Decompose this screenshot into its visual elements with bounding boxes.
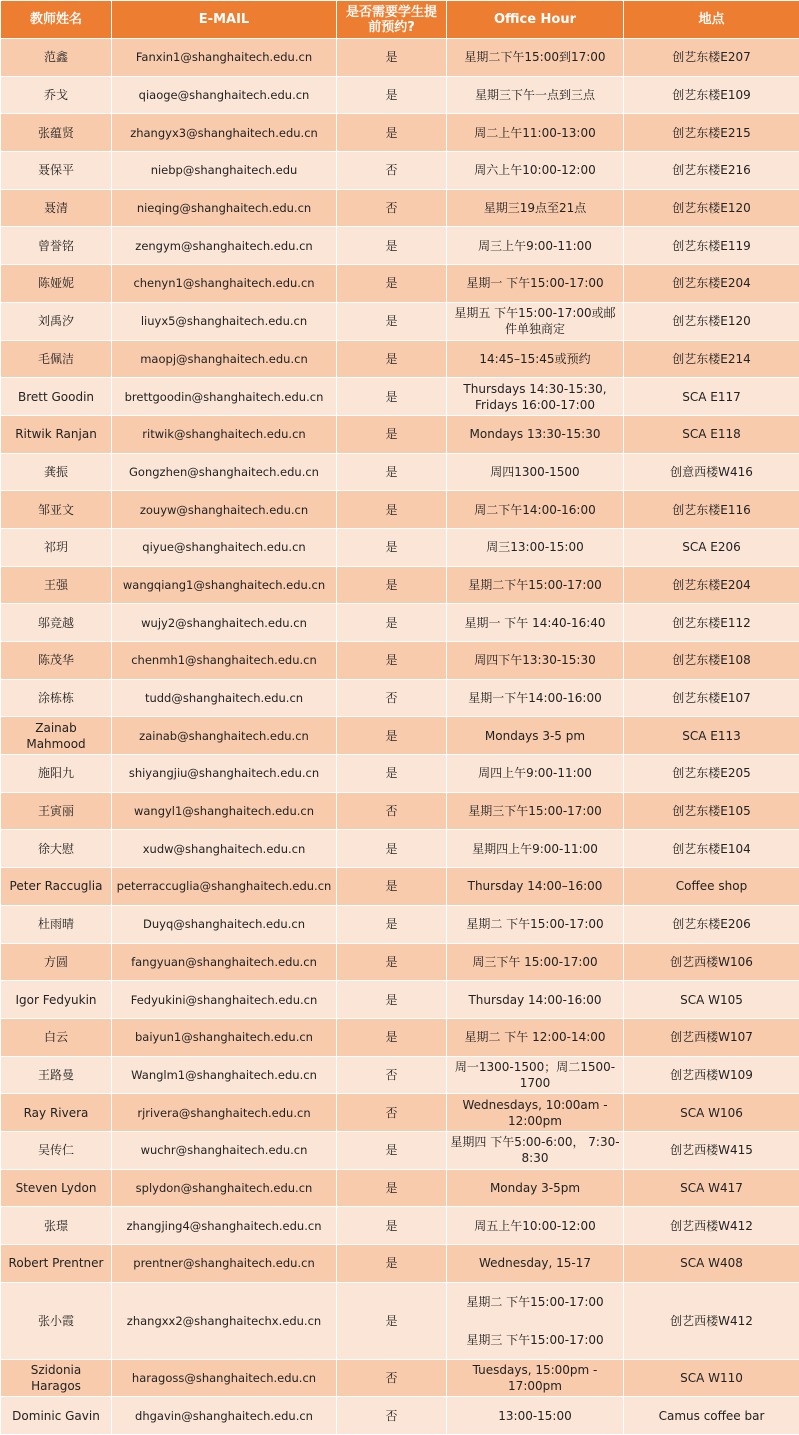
appointment-required-cell: 是 [337, 905, 447, 943]
email-cell: qiaoge@shanghaitech.edu.cn [112, 76, 337, 114]
teacher-name-cell: 陈茂华 [1, 642, 112, 680]
email-cell: wujy2@shanghaitech.edu.cn [112, 604, 337, 642]
teacher-name-cell: 张蕴贤 [1, 114, 112, 152]
email-cell: chenyn1@shanghaitech.edu.cn [112, 265, 337, 303]
office-hour-cell: Monday 3-5pm [447, 1169, 624, 1207]
office-hour-cell: 14:45–15:45或预约 [447, 340, 624, 378]
office-hour-cell: 星期一下午14:00-16:00 [447, 679, 624, 717]
table-row [1, 642, 799, 680]
location-cell: 创艺东楼E109 [624, 76, 799, 114]
location-cell: SCA W106 [624, 1094, 799, 1132]
table-row [1, 868, 799, 906]
office-hour-cell: 星期四上午9:00-11:00 [447, 830, 624, 868]
appointment-required-cell: 是 [337, 415, 447, 453]
appointment-required-cell: 是 [337, 491, 447, 529]
office-hour-cell: 周三下午 15:00-17:00 [447, 943, 624, 981]
location-cell: 创艺东楼E107 [624, 679, 799, 717]
appointment-required-cell: 是 [337, 642, 447, 680]
location-cell: Camus coffee bar [624, 1397, 799, 1435]
location-cell: SCA E118 [624, 415, 799, 453]
table-row [1, 1056, 799, 1094]
office-hour-cell: 星期三下午15:00-17:00 [447, 792, 624, 830]
location-cell: 创艺西楼W107 [624, 1018, 799, 1056]
appointment-required-cell: 是 [337, 1245, 447, 1283]
table-row [1, 679, 799, 717]
teacher-name-cell: 白云 [1, 1018, 112, 1056]
appointment-required-cell: 是 [337, 717, 447, 755]
email-cell: Duyq@shanghaitech.edu.cn [112, 905, 337, 943]
table-row [1, 1397, 799, 1435]
location-cell: 创艺东楼E216 [624, 152, 799, 190]
teacher-name-cell: 曾誉铭 [1, 227, 112, 265]
teacher-name-cell: 祁玥 [1, 528, 112, 566]
table-row [1, 378, 799, 416]
table-row [1, 1245, 799, 1283]
appointment-required-cell: 是 [337, 1131, 447, 1169]
teacher-name-cell: 陈娅妮 [1, 265, 112, 303]
appointment-required-cell: 否 [337, 679, 447, 717]
email-cell: shiyangjiu@shanghaitech.edu.cn [112, 755, 337, 793]
appointment-required-cell: 是 [337, 265, 447, 303]
location-cell: 创意西楼W416 [624, 453, 799, 491]
location-cell: 创艺西楼W106 [624, 943, 799, 981]
email-cell: zouyw@shanghaitech.edu.cn [112, 491, 337, 529]
teacher-name-cell: 聂保平 [1, 152, 112, 190]
office-hour-cell: Tuesdays, 15:00pm - 17:00pm [447, 1359, 624, 1397]
office-hour-cell: 周二上午11:00-13:00 [447, 114, 624, 152]
table-row [1, 227, 799, 265]
office-hour-cell: 周六上午10:00-12:00 [447, 152, 624, 190]
location-cell: 创艺东楼E120 [624, 302, 799, 340]
location-cell: 创艺东楼E207 [624, 39, 799, 77]
location-cell: SCA W105 [624, 981, 799, 1019]
email-cell: wangyl1@shanghaitech.edu.cn [112, 792, 337, 830]
office-hour-cell: 13:00-15:00 [447, 1397, 624, 1435]
table-row [1, 981, 799, 1019]
email-cell: zhangxx2@shanghaitechx.edu.cn [112, 1282, 337, 1359]
office-hour-cell: 周四下午13:30-15:30 [447, 642, 624, 680]
appointment-required-cell: 是 [337, 868, 447, 906]
table-row [1, 340, 799, 378]
appointment-required-cell: 否 [337, 1056, 447, 1094]
email-cell: zainab@shanghaitech.edu.cn [112, 717, 337, 755]
table-row [1, 152, 799, 190]
appointment-required-cell: 是 [337, 378, 447, 416]
table-row [1, 905, 799, 943]
email-cell: xudw@shanghaitech.edu.cn [112, 830, 337, 868]
office-hour-cell: 星期二 下午 12:00-14:00 [447, 1018, 624, 1056]
office-hour-cell: 周四上午9:00-11:00 [447, 755, 624, 793]
email-cell: Fedyukini@shanghaitech.edu.cn [112, 981, 337, 1019]
location-cell: 创艺东楼E205 [624, 755, 799, 793]
teacher-name-cell: Peter Raccuglia [1, 868, 112, 906]
email-cell: liuyx5@shanghaitech.edu.cn [112, 302, 337, 340]
email-cell: zhangjing4@shanghaitech.edu.cn [112, 1207, 337, 1245]
office-hour-cell: 星期三19点至21点 [447, 189, 624, 227]
email-cell: haragoss@shanghaitech.edu.cn [112, 1359, 337, 1397]
office-hour-cell: 星期一 下午15:00-17:00 [447, 265, 624, 303]
teacher-name-cell: 聂清 [1, 189, 112, 227]
teacher-name-cell: 邹亚文 [1, 491, 112, 529]
table-row [1, 1282, 799, 1359]
teacher-name-cell: 王路曼 [1, 1056, 112, 1094]
table-row [1, 566, 799, 604]
table-row [1, 604, 799, 642]
table-row [1, 755, 799, 793]
office-hour-cell: 周二下午14:00-16:00 [447, 491, 624, 529]
header-appointment-required: 是否需要学生提前预约? [337, 1, 447, 39]
email-cell: qiyue@shanghaitech.edu.cn [112, 528, 337, 566]
email-cell: peterraccuglia@shanghaitech.edu.cn [112, 868, 337, 906]
teacher-name-cell: 施阳九 [1, 755, 112, 793]
table-row [1, 1207, 799, 1245]
table-row [1, 1094, 799, 1132]
teacher-name-cell: 杜雨晴 [1, 905, 112, 943]
location-cell: 创艺东楼E112 [624, 604, 799, 642]
table-row [1, 302, 799, 340]
email-cell: brettgoodin@shanghaitech.edu.cn [112, 378, 337, 416]
teacher-name-cell: 邬竞越 [1, 604, 112, 642]
appointment-required-cell: 是 [337, 755, 447, 793]
office-hour-cell: 星期二 下午15:00-17:00 [447, 905, 624, 943]
office-hour-cell: Thursdays 14:30-15:30, Fridays 16:00-17:00 [447, 378, 624, 416]
appointment-required-cell: 是 [337, 340, 447, 378]
location-cell: 创艺西楼W109 [624, 1056, 799, 1094]
email-cell: tudd@shanghaitech.edu.cn [112, 679, 337, 717]
appointment-required-cell: 否 [337, 1094, 447, 1132]
table-row [1, 1359, 799, 1397]
table-row [1, 528, 799, 566]
teacher-name-cell: 方圆 [1, 943, 112, 981]
appointment-required-cell: 是 [337, 1282, 447, 1359]
location-cell: SCA W408 [624, 1245, 799, 1283]
table-row [1, 717, 799, 755]
office-hour-cell: 星期二 下午15:00-17:00 星期三 下午15:00-17:00 [447, 1282, 624, 1359]
appointment-required-cell: 否 [337, 792, 447, 830]
email-cell: splydon@shanghaitech.edu.cn [112, 1169, 337, 1207]
teacher-name-cell: Ritwik Ranjan [1, 415, 112, 453]
office-hour-cell: 周三13:00-15:00 [447, 528, 624, 566]
header-location: 地点 [624, 1, 799, 39]
teacher-name-cell: Zainab Mahmood [1, 717, 112, 755]
teacher-name-cell: Dominic Gavin [1, 1397, 112, 1435]
table-row [1, 265, 799, 303]
email-cell: Gongzhen@shanghaitech.edu.cn [112, 453, 337, 491]
header-office-hour: Office Hour [447, 1, 624, 39]
office-hour-cell: 周四1300-1500 [447, 453, 624, 491]
teacher-name-cell: 范鑫 [1, 39, 112, 77]
location-cell: 创艺东楼E214 [624, 340, 799, 378]
office-hour-cell: Thursday 14:00-16:00 [447, 981, 624, 1019]
table-row [1, 76, 799, 114]
teacher-name-cell: Igor Fedyukin [1, 981, 112, 1019]
location-cell: 创艺东楼E204 [624, 566, 799, 604]
teacher-name-cell: Ray Rivera [1, 1094, 112, 1132]
email-cell: prentner@shanghaitech.edu.cn [112, 1245, 337, 1283]
appointment-required-cell: 是 [337, 604, 447, 642]
teacher-name-cell: 刘禹汐 [1, 302, 112, 340]
office-hour-cell: Mondays 3-5 pm [447, 717, 624, 755]
appointment-required-cell: 是 [337, 114, 447, 152]
appointment-required-cell: 是 [337, 1207, 447, 1245]
appointment-required-cell: 是 [337, 981, 447, 1019]
office-hour-cell: Wednesdays, 10:00am - 12:00pm [447, 1094, 624, 1132]
email-cell: baiyun1@shanghaitech.edu.cn [112, 1018, 337, 1056]
header-email: E-MAIL [112, 1, 337, 39]
table-row [1, 943, 799, 981]
office-hour-cell: 周三上午9:00-11:00 [447, 227, 624, 265]
location-cell: SCA E117 [624, 378, 799, 416]
appointment-required-cell: 是 [337, 1018, 447, 1056]
appointment-required-cell: 是 [337, 1169, 447, 1207]
appointment-required-cell: 否 [337, 1359, 447, 1397]
email-cell: fangyuan@shanghaitech.edu.cn [112, 943, 337, 981]
header-teacher-name: 教师姓名 [1, 1, 112, 39]
teacher-name-cell: 张小霞 [1, 1282, 112, 1359]
table-row [1, 792, 799, 830]
teacher-name-cell: 王强 [1, 566, 112, 604]
appointment-required-cell: 否 [337, 1397, 447, 1435]
location-cell: 创艺西楼W415 [624, 1131, 799, 1169]
office-hour-cell: Thursday 14:00–16:00 [447, 868, 624, 906]
location-cell: 创艺东楼E206 [624, 905, 799, 943]
appointment-required-cell: 是 [337, 528, 447, 566]
email-cell: nieqing@shanghaitech.edu.cn [112, 189, 337, 227]
teacher-name-cell: 王寅丽 [1, 792, 112, 830]
email-cell: Fanxin1@shanghaitech.edu.cn [112, 39, 337, 77]
appointment-required-cell: 是 [337, 302, 447, 340]
office-hour-cell: 星期五 下午15:00-17:00或邮 件单独商定 [447, 302, 624, 340]
email-cell: wuchr@shanghaitech.edu.cn [112, 1131, 337, 1169]
teacher-name-cell: 毛佩洁 [1, 340, 112, 378]
office-hour-cell: 周一1300-1500；周二1500- 1700 [447, 1056, 624, 1094]
office-hour-cell: 星期二下午15:00到17:00 [447, 39, 624, 77]
teacher-name-cell: 龚振 [1, 453, 112, 491]
teacher-name-cell: Robert Prentner [1, 1245, 112, 1283]
table-row [1, 415, 799, 453]
email-cell: maopj@shanghaitech.edu.cn [112, 340, 337, 378]
appointment-required-cell: 是 [337, 39, 447, 77]
appointment-required-cell: 否 [337, 152, 447, 190]
table-row [1, 189, 799, 227]
header-row [1, 1, 799, 39]
appointment-required-cell: 是 [337, 227, 447, 265]
location-cell: 创艺西楼W412 [624, 1207, 799, 1245]
office-hour-cell: 星期一 下午 14:40-16:40 [447, 604, 624, 642]
location-cell: 创艺东楼E104 [624, 830, 799, 868]
teacher-name-cell: Szidonia Haragos [1, 1359, 112, 1397]
email-cell: niebp@shanghaitech.edu [112, 152, 337, 190]
location-cell: Coffee shop [624, 868, 799, 906]
teacher-name-cell: 张璟 [1, 1207, 112, 1245]
location-cell: 创艺西楼W412 [624, 1282, 799, 1359]
teacher-name-cell: 徐大慰 [1, 830, 112, 868]
appointment-required-cell: 是 [337, 830, 447, 868]
appointment-required-cell: 否 [337, 189, 447, 227]
office-hour-cell: 星期三下午一点到三点 [447, 76, 624, 114]
appointment-required-cell: 是 [337, 76, 447, 114]
table-row [1, 1018, 799, 1056]
office-hour-cell: 星期二下午15:00-17:00 [447, 566, 624, 604]
location-cell: 创艺东楼E119 [624, 227, 799, 265]
table-row [1, 453, 799, 491]
table-row [1, 39, 799, 77]
office-hour-cell: 星期四 下午5:00-6:00， 7:30- 8:30 [447, 1131, 624, 1169]
appointment-required-cell: 是 [337, 566, 447, 604]
location-cell: SCA W110 [624, 1359, 799, 1397]
office-hour-cell: Mondays 13:30-15:30 [447, 415, 624, 453]
location-cell: 创艺东楼E105 [624, 792, 799, 830]
teacher-name-cell: 涂栋栋 [1, 679, 112, 717]
office-hour-cell: 周五上午10:00-12:00 [447, 1207, 624, 1245]
teacher-name-cell: Steven Lydon [1, 1169, 112, 1207]
location-cell: SCA E113 [624, 717, 799, 755]
email-cell: rjrivera@shanghaitech.edu.cn [112, 1094, 337, 1132]
table-row [1, 114, 799, 152]
email-cell: zhangyx3@shanghaitech.edu.cn [112, 114, 337, 152]
email-cell: wangqiang1@shanghaitech.edu.cn [112, 566, 337, 604]
email-cell: Wanglm1@shanghaitech.edu.cn [112, 1056, 337, 1094]
location-cell: 创艺东楼E116 [624, 491, 799, 529]
location-cell: SCA W417 [624, 1169, 799, 1207]
teacher-name-cell: Brett Goodin [1, 378, 112, 416]
location-cell: 创艺东楼E215 [624, 114, 799, 152]
email-cell: ritwik@shanghaitech.edu.cn [112, 415, 337, 453]
table-row [1, 830, 799, 868]
location-cell: 创艺东楼E204 [624, 265, 799, 303]
table-row [1, 491, 799, 529]
table-row [1, 1131, 799, 1169]
teacher-name-cell: 乔戈 [1, 76, 112, 114]
location-cell: 创艺东楼E120 [624, 189, 799, 227]
table-row [1, 1169, 799, 1207]
appointment-required-cell: 是 [337, 453, 447, 491]
location-cell: SCA E206 [624, 528, 799, 566]
appointment-required-cell: 是 [337, 943, 447, 981]
email-cell: zengym@shanghaitech.edu.cn [112, 227, 337, 265]
office-hour-cell: Wednesday, 15-17 [447, 1245, 624, 1283]
email-cell: dhgavin@shanghaitech.edu.cn [112, 1397, 337, 1435]
location-cell: 创艺东楼E108 [624, 642, 799, 680]
teacher-name-cell: 吴传仁 [1, 1131, 112, 1169]
email-cell: chenmh1@shanghaitech.edu.cn [112, 642, 337, 680]
